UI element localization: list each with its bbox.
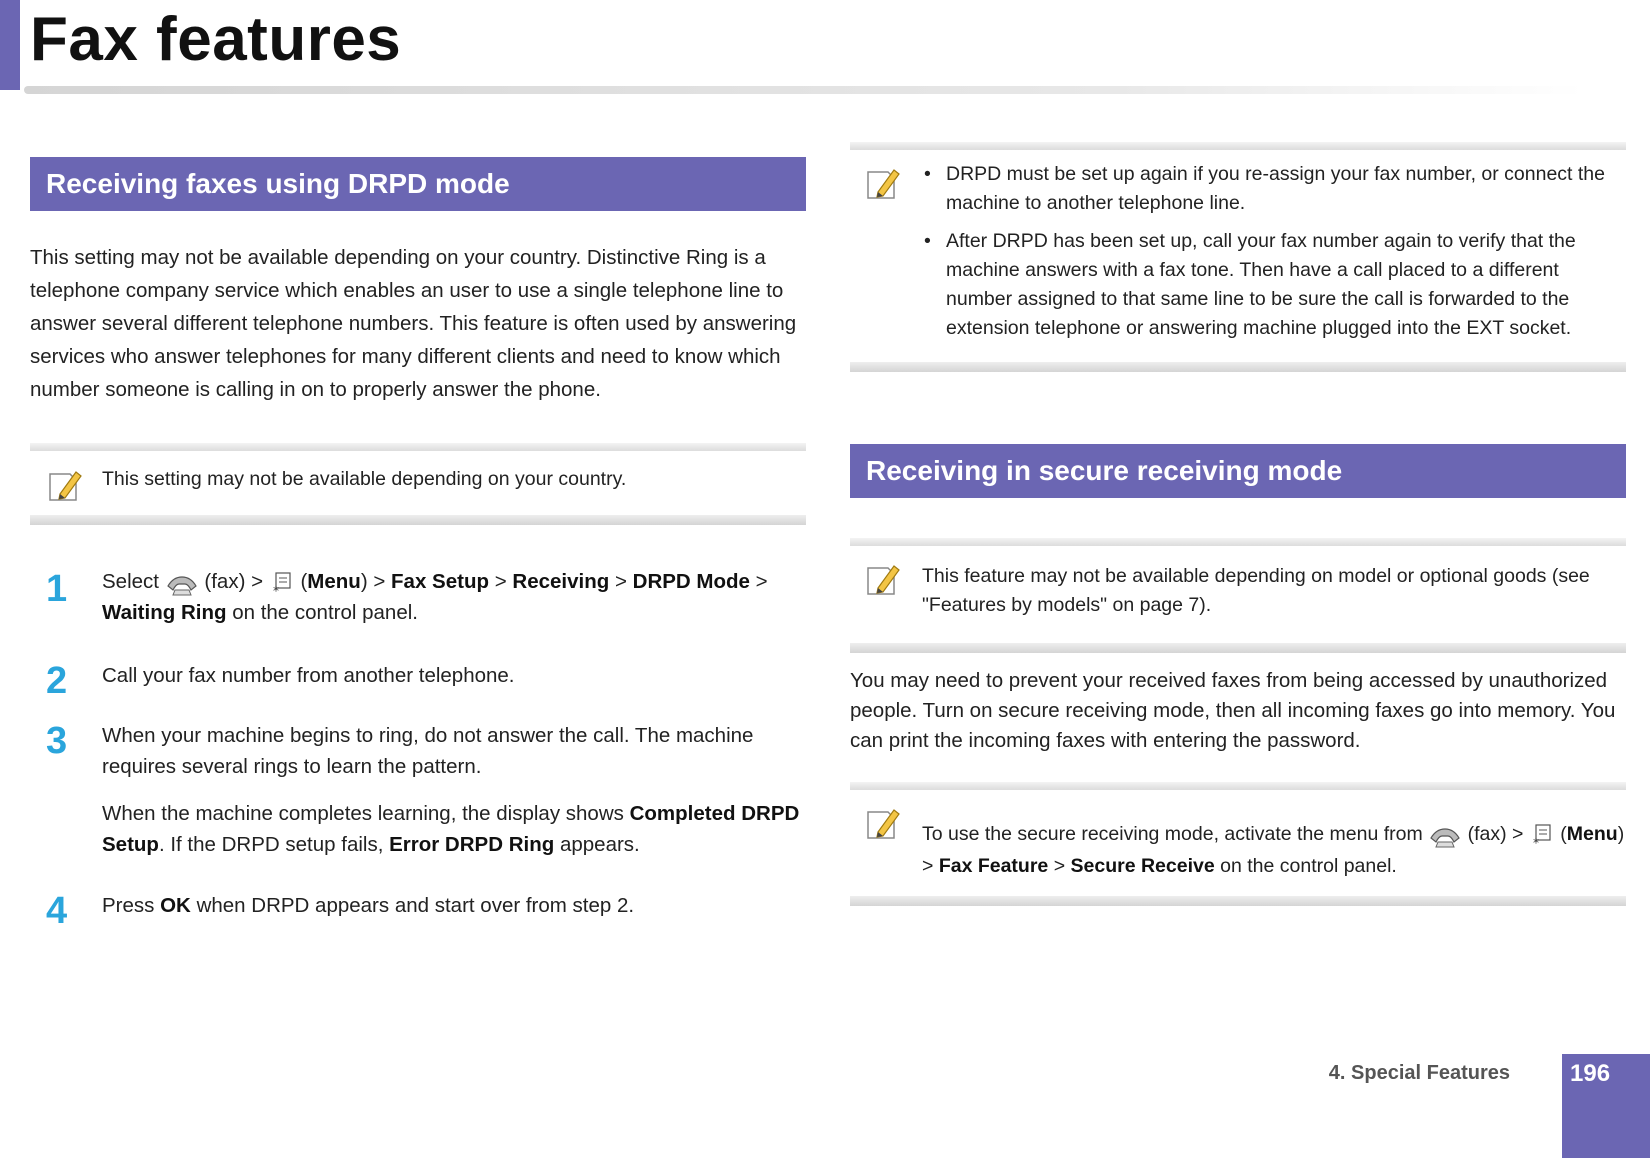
step-keyword: OK — [160, 894, 191, 917]
header-accent-bar — [0, 0, 20, 90]
note-keyword: Secure Receive — [1070, 855, 1215, 877]
step-text: > — [614, 570, 627, 593]
note-top-rule — [850, 538, 1626, 546]
note-bullet — [918, 160, 1626, 218]
step-text: when DRPD appears and start over from step 2. — [196, 894, 635, 917]
step-keyword: Receiving — [512, 570, 610, 593]
note-text: ) > — [922, 823, 1625, 877]
fax-phone-icon — [1428, 822, 1462, 848]
secure-paragraph: You may need to prevent your received faxes from being accessed by unauthorized people. Turn on secure receiving mode, then all incoming faxes go into memory. You can print the incoming faxes with entering the password. — [850, 669, 1616, 752]
note-country: This setting may not be available depending on your country. — [102, 468, 627, 490]
pencil-note-icon — [864, 164, 902, 202]
step-1-text — [102, 566, 806, 628]
svg-text:*: * — [1532, 835, 1539, 848]
step-text: appears. — [559, 833, 640, 856]
step-text: ( — [300, 570, 308, 593]
pencil-note-icon — [46, 466, 84, 504]
note-bottom-rule — [850, 896, 1626, 906]
note-text: (fax) > — [1467, 823, 1524, 845]
step-text: Press — [102, 894, 155, 917]
section-heading-drpd: Receiving faxes using DRPD mode — [30, 157, 806, 211]
step-keyword: Error DRPD Ring — [389, 833, 555, 856]
step-text: Select — [102, 570, 159, 593]
bullet-text: After DRPD has been set up, call your fax number again to verify that the machine answers with a fax tone. Then have a call placed to a different number assigned to that same line to be sure the call is forwarded to the extension telephone or answering machine plugged into the EXT socket. — [946, 230, 1576, 339]
step-text: > — [494, 570, 507, 593]
note-text: on the control panel. — [1220, 855, 1397, 877]
page-title: Fax features — [30, 5, 402, 74]
note-secure-menu — [922, 818, 1626, 882]
step-number: 4 — [46, 890, 68, 932]
pencil-note-icon — [864, 560, 902, 598]
step-keyword: Menu — [307, 570, 361, 593]
note-bottom-rule — [850, 362, 1626, 372]
step-text: When the machine completes learning, the display shows — [102, 802, 624, 825]
pencil-note-icon — [864, 804, 902, 842]
note-bottom-rule — [850, 643, 1626, 653]
step-2-text: Call your fax number from another telephone. — [102, 664, 515, 687]
step-number: 3 — [46, 720, 68, 762]
note-keyword: Menu — [1566, 823, 1618, 845]
bullet-dot: • — [924, 163, 931, 185]
step-4-text — [102, 890, 806, 921]
step-number: 1 — [46, 568, 68, 610]
step-3-text: When your machine begins to ring, do not answer the call. The machine requires several rings to learn the pattern. — [102, 724, 754, 778]
drpd-intro-paragraph: This setting may not be available depending on your country. Distinctive Ring is a telephone company service which enables an user to use a single telephone line to answer several different telephone numbers. This feature is often used by answering services who answer telephones for many different clients and need to know which number someone is calling in on to properly answer the phone. — [30, 246, 797, 401]
step-number: 2 — [46, 660, 68, 702]
title-divider — [24, 86, 1584, 94]
step-text: (fax) > — [204, 570, 264, 593]
step-keyword: DRPD Mode — [632, 570, 750, 593]
note-bottom-rule — [30, 515, 806, 525]
step-keyword: Waiting Ring — [102, 601, 227, 624]
step-keyword: Fax Setup — [391, 570, 489, 593]
bullet-text: DRPD must be set up again if you re-assign your fax number, or connect the machine to another telephone line. — [946, 163, 1606, 214]
menu-icon — [269, 570, 295, 596]
bullet-dot: • — [924, 230, 931, 252]
section-heading-secure: Receiving in secure receiving mode — [850, 444, 1626, 498]
note-model-availability: This feature may not be available depending on model or optional goods (see "Features by models" on page 7). — [922, 565, 1590, 616]
step-text: > — [755, 570, 768, 593]
note-text: To use the secure receiving mode, activate the menu from — [922, 823, 1423, 845]
note-text: ( — [1560, 823, 1567, 845]
step-3-subtext — [102, 798, 806, 860]
step-text: . If the DRPD setup fails, — [158, 833, 384, 856]
fax-phone-icon — [165, 570, 199, 596]
drpd-notes-list — [918, 160, 1626, 343]
page-number: 196 — [1562, 1054, 1650, 1158]
note-top-rule — [30, 443, 806, 451]
step-text: ) > — [360, 570, 386, 593]
note-top-rule — [850, 782, 1626, 790]
svg-text:*: * — [272, 583, 279, 596]
step-text: on the control panel. — [232, 601, 418, 624]
menu-icon — [1529, 822, 1555, 848]
footer-chapter: 4. Special Features — [1328, 1062, 1510, 1084]
step-keyword: Completed DRPD Setup — [102, 802, 800, 856]
note-bullet — [918, 227, 1626, 343]
note-text: > — [1053, 855, 1066, 877]
note-keyword: Fax Feature — [938, 855, 1049, 877]
note-top-rule — [850, 142, 1626, 150]
